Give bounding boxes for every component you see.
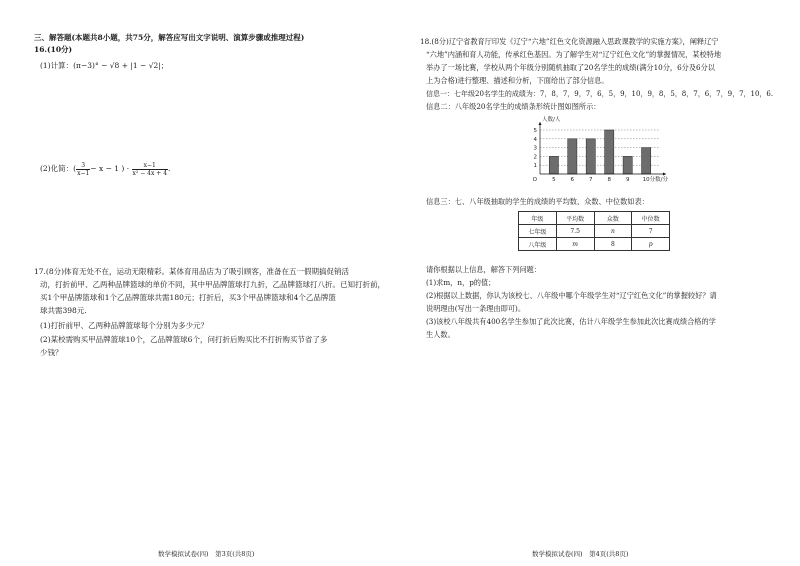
- q17-line1: 17.(8分)体育无处不在，运动无限精彩。某体育用品店为了吸引顾客，准备在五一假期搞促销活: [34, 267, 350, 276]
- y-tick-label: 4: [533, 136, 537, 143]
- q17-sub2-line1: (2)某校需购买甲品牌篮球10个，乙品牌篮球6个，问打折后购买比不打折购买节省了多: [40, 335, 328, 344]
- x-axis-title: 分数/分: [649, 177, 668, 183]
- table-header-cell: 平均数: [556, 212, 594, 225]
- bar-chart: [518, 112, 688, 192]
- chart-bars: [549, 130, 651, 174]
- table-cell: 7: [632, 225, 670, 238]
- x-tick-label: 9: [625, 177, 630, 183]
- table-cell: 七年级: [519, 225, 557, 238]
- q16-part2-mid: − x − 1 ): [90, 164, 125, 173]
- q17-line3: 买1个甲品牌篮球和1个乙品牌篮球共需180元；打折后，买3个甲品牌篮球和4个乙品牌篮: [40, 293, 336, 302]
- x-tick-label: 7: [589, 177, 593, 183]
- q18-ask: 请你根据以上信息，解答下列问题：: [426, 265, 542, 274]
- fraction1-denominator: x−1: [77, 169, 90, 177]
- table-cell: 8: [594, 238, 632, 251]
- table-header-cell: 年级: [519, 212, 557, 225]
- right-page: [400, 0, 800, 566]
- bar: [642, 148, 651, 174]
- y-tick-label: 3: [533, 145, 537, 152]
- right-footer: 数学模拟试卷(四) 第4页(共8页): [532, 550, 629, 558]
- q16-header: 16.(10分): [34, 45, 73, 54]
- table-header-cell: 中位数: [632, 212, 670, 225]
- bar: [568, 139, 577, 174]
- fraction2-denominator: x² − 4x + 4: [132, 169, 168, 177]
- table-cell: n: [594, 225, 632, 238]
- y-tick-label: 5: [533, 128, 537, 134]
- table-row: [519, 238, 670, 251]
- table-header-row: [519, 212, 670, 225]
- table-row: [519, 225, 670, 238]
- q18-sub2-line2: 说明理由(写出一条理由即可)。: [426, 304, 526, 313]
- q18-line2: “六地”内涵和育人功能，传承红色基因。为了解学生对“辽宁红色文化”的掌握情况，某校特地: [426, 50, 722, 59]
- q16-part2-dot: ·: [126, 164, 130, 173]
- q16-part2-end: .: [168, 164, 171, 173]
- y-tick-label: 2: [533, 154, 537, 161]
- x-tick-label: 10: [642, 177, 650, 183]
- q17-sub1: (1)打折前甲、乙两种品牌篮球每个分别为多少元？: [40, 321, 209, 330]
- table-cell: p: [632, 238, 670, 251]
- table-cell: 7.5: [556, 225, 594, 238]
- bar: [605, 130, 614, 174]
- q17-sub2-line2: 少钱？: [40, 348, 63, 357]
- section-title: 三、解答题(本题共8小题，共75分，解答应写出文字说明、演算步骤或推理过程): [34, 33, 305, 42]
- q16-part1: [40, 60, 168, 72]
- fraction1-numerator: 3: [76, 162, 90, 170]
- q18-info2: 信息二：八年级20名学生的成绩条形统计图如图所示：: [426, 102, 601, 111]
- table-header-cell: 众数: [594, 212, 632, 225]
- q18-info3: 信息三：七、八年级抽取的学生的成绩的平均数、众数、中位数如表：: [426, 197, 649, 206]
- q18-sub3-line2: 生人数。: [426, 330, 455, 339]
- bar: [623, 156, 632, 174]
- y-axis-title: 人数/人: [542, 117, 561, 123]
- q16-part2-open: (: [73, 164, 77, 173]
- q16-part2-fraction1: [76, 162, 90, 177]
- fraction2-numerator: x−1: [132, 162, 169, 170]
- x-tick-label: 5: [552, 177, 556, 183]
- left-footer: 数学模拟试卷(四) 第3页(共8页): [158, 550, 255, 558]
- q16-part2-fraction2: [132, 162, 169, 177]
- bar: [549, 156, 558, 174]
- q16-part2-label: (2)化简：: [40, 164, 74, 173]
- bar: [586, 139, 595, 174]
- q18-info1: 信息一：七年级20名学生的成绩为：7，8，7，9，7，6，5，9，10，9，8，5，8，7，6，7，9，7，10，6.: [426, 90, 774, 98]
- origin-label: O: [532, 177, 537, 183]
- x-axis-arrow: [663, 173, 666, 176]
- stats-table: [518, 211, 670, 251]
- table-cell: 八年级: [519, 238, 557, 251]
- table-cell: m: [556, 238, 594, 251]
- q18-line4: 上为合格)进行整理、描述和分析，下面给出了部分信息。: [426, 76, 609, 85]
- y-tick-label: 1: [533, 163, 537, 170]
- q16-part1-label: (1)计算：: [40, 61, 74, 70]
- x-tick-label: 6: [570, 177, 575, 183]
- q18-line1: 18.(8分)辽宁省教育厅印发《辽宁“六地”红色文化资源融入思政课教学的实施方案》，阐释辽宁: [420, 37, 719, 46]
- q18-sub1: (1)求m，n，p的值；: [426, 278, 496, 287]
- q18-sub2-line1: (2)根据以上数据，你认为该校七、八年级中哪个年级学生对“辽宁红色文化”的掌握较好？请: [426, 291, 717, 300]
- q16-part2: [40, 160, 170, 178]
- q17-line4: 球共需398元.: [40, 306, 87, 315]
- q16-part1-expr: (π−3)° − √8 + |1 − √2|；: [73, 61, 169, 70]
- q18-sub3-line1: (3)该校八年级共有400名学生参加了此次比赛，估计八年级学生参加此次比赛成绩合格的学: [426, 317, 716, 326]
- x-tick-label: 8: [607, 177, 611, 183]
- q18-line3: 举办了一场比赛，学校从两个年级分别随机抽取了20名学生的成绩(满分10分，6分及6分以: [426, 63, 715, 72]
- q17-line2: 动，打折前甲、乙两种品牌篮球的单价不同，其中甲品牌篮球打九折，乙品牌篮球打八折。已知打折前，: [40, 280, 385, 289]
